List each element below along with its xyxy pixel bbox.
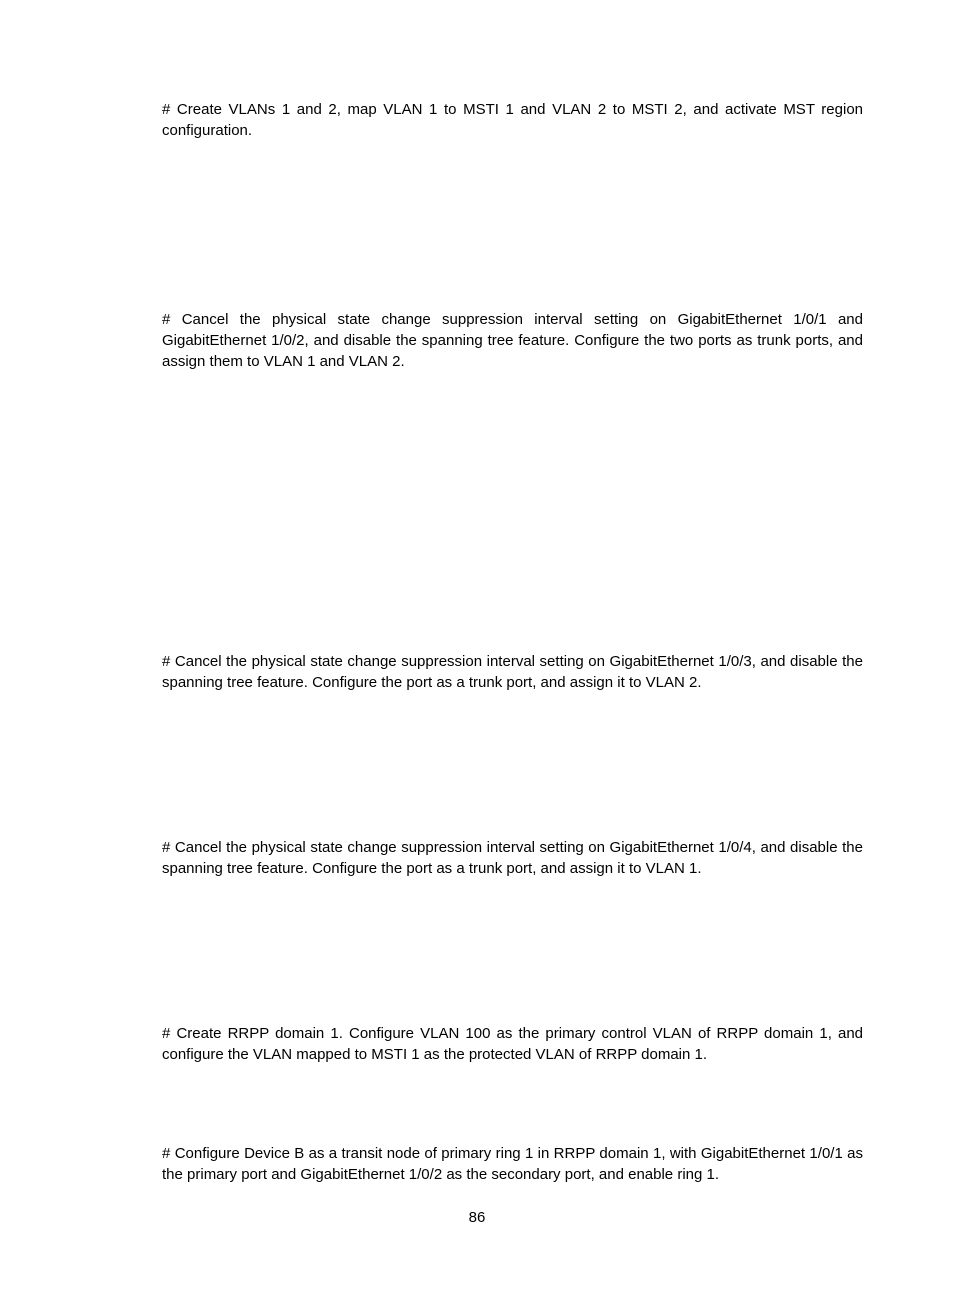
paragraph-cancel-suppression-ge103: # Cancel the physical state change suppression interval setting on GigabitEthernet 1/0/3, and disable the spanning tree feature. Configure the port as a trunk port, and assign it to VLAN 2. bbox=[162, 653, 863, 691]
paragraph-configure-transit-node: # Configure Device B as a transit node of primary ring 1 in RRPP domain 1, with GigabitEthernet 1/0/1 as the primary port and GigabitEthernet 1/0/2 as the secondary port, and enable ring 1. bbox=[162, 1145, 863, 1183]
paragraph-create-vlans: # Create VLANs 1 and 2, map VLAN 1 to MSTI 1 and VLAN 2 to MSTI 2, and activate MST region configuration. bbox=[162, 101, 863, 139]
paragraph-cancel-suppression-ge101-ge102: # Cancel the physical state change suppression interval setting on GigabitEthernet 1/0/1 and GigabitEthernet 1/0/2, and disable the spanning tree feature. Configure the two ports as trunk ports, and assign them to VLAN 1 and VLAN 2. bbox=[162, 311, 863, 370]
paragraph-cancel-suppression-ge104: # Cancel the physical state change suppression interval setting on GigabitEthernet 1/0/4, and disable the spanning tree feature. Configure the port as a trunk port, and assign it to VLAN 1. bbox=[162, 839, 863, 877]
page-number: 86 bbox=[468, 1209, 486, 1226]
paragraph-create-rrpp-domain: # Create RRPP domain 1. Configure VLAN 100 as the primary control VLAN of RRPP domain 1, and configure the VLAN mapped to MSTI 1 as the protected VLAN of RRPP domain 1. bbox=[162, 1025, 863, 1063]
